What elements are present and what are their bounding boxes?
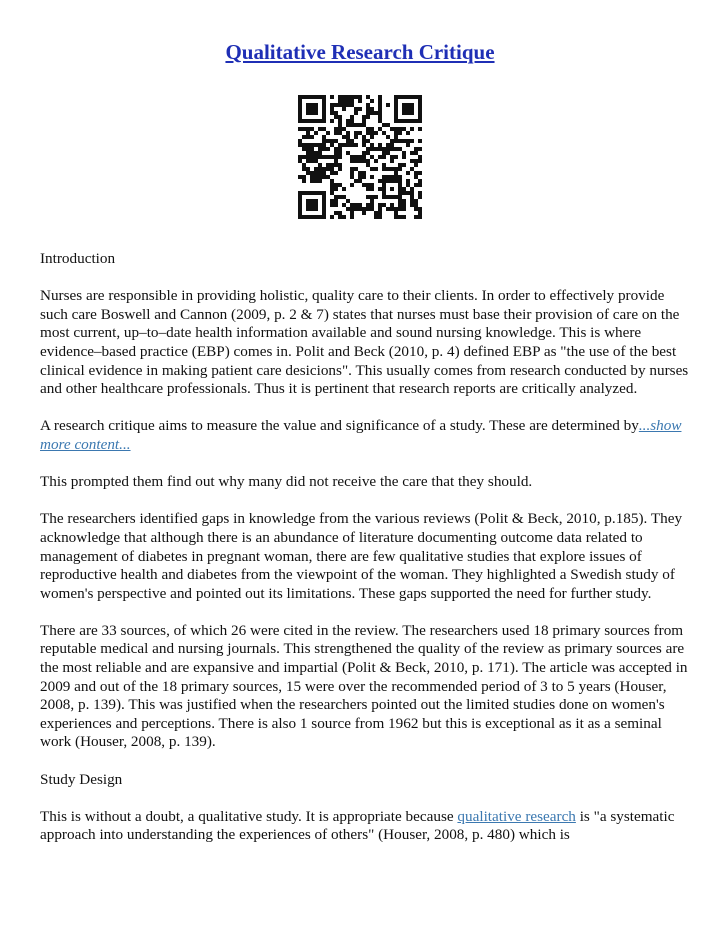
paragraph-gaps: The researchers identified gaps in knowledge from the various reviews (Polit & Beck, 2010, p.185). They acknowledge that although there is an abundance of literature documenting outcome data related to management of diabetes in pregnant woman, there are few qualitative studies that explore issues of reproductive health and diabetes from the viewpoint of the woman. They highlighted a Swedish study of women's perspective and pointed out its limitations. These gaps supported the need for further study.: [40, 510, 683, 602]
paragraph-design-text-after: is "a systematic approach into understanding the experiences of others" (Houser, 2008, p. 480) which is: [40, 807, 675, 844]
paragraph-prompted: This prompted them find out why many did not receive the care that they should.: [40, 473, 533, 491]
show-more-link[interactable]: ...show more content...: [40, 417, 682, 453]
document-body: [40, 250, 690, 864]
paragraph-design: [40, 808, 690, 845]
paragraph-intro: Nurses are responsible in providing holistic, quality care to their clients. In order to effectively provide such care Boswell and Cannon (2009, p. 2 & 7) states that nurses must base their provision of care on the most current, up–to–date health information available and sound nursing knowledge. This is where evidence–based practice (EBP) comes in. Polit and Beck (2010, p. 4) defined EBP as "the use of the best clinical evidence in making patient care desicions". This usually comes from research conducted by nurses and other healthcare professionals. Thus it is pertinent that research reports are critically analyzed.: [40, 287, 689, 398]
paragraph-critique: [40, 417, 690, 454]
paragraph-sources: There are 33 sources, of which 26 were cited in the review. The researchers used 18 primary sources from reputable medical and nursing journals. This strengthened the quality of the review as primary sources are the most reliable and are expansive and impartial (Polit & Beck, 2010, p. 171). The article was accepted in 2009 and out of the 18 primary sources, 15 were over the recommended period of 3 to 5 years (Houser, 2008, p. 139). This was justified when the researchers pointed out the limited studies done on women's experiences and perceptions. There is also 1 source from 1962 but this is exceptional as it as a seminal work (Houser, 2008, p. 139).: [40, 621, 688, 751]
section-heading-study-design: Study Design: [40, 770, 123, 788]
paragraph-design-text: This is without a doubt, a qualitative study. It is appropriate because: [40, 807, 454, 825]
qr-code-icon: [298, 95, 422, 219]
section-heading-introduction: Introduction: [40, 250, 116, 267]
qualitative-research-link[interactable]: qualitative research: [457, 807, 576, 825]
paragraph-critique-text: A research critique aims to measure the value and significance of a study. These are determined by: [40, 417, 639, 435]
page-title[interactable]: Qualitative Research Critique: [225, 40, 495, 64]
